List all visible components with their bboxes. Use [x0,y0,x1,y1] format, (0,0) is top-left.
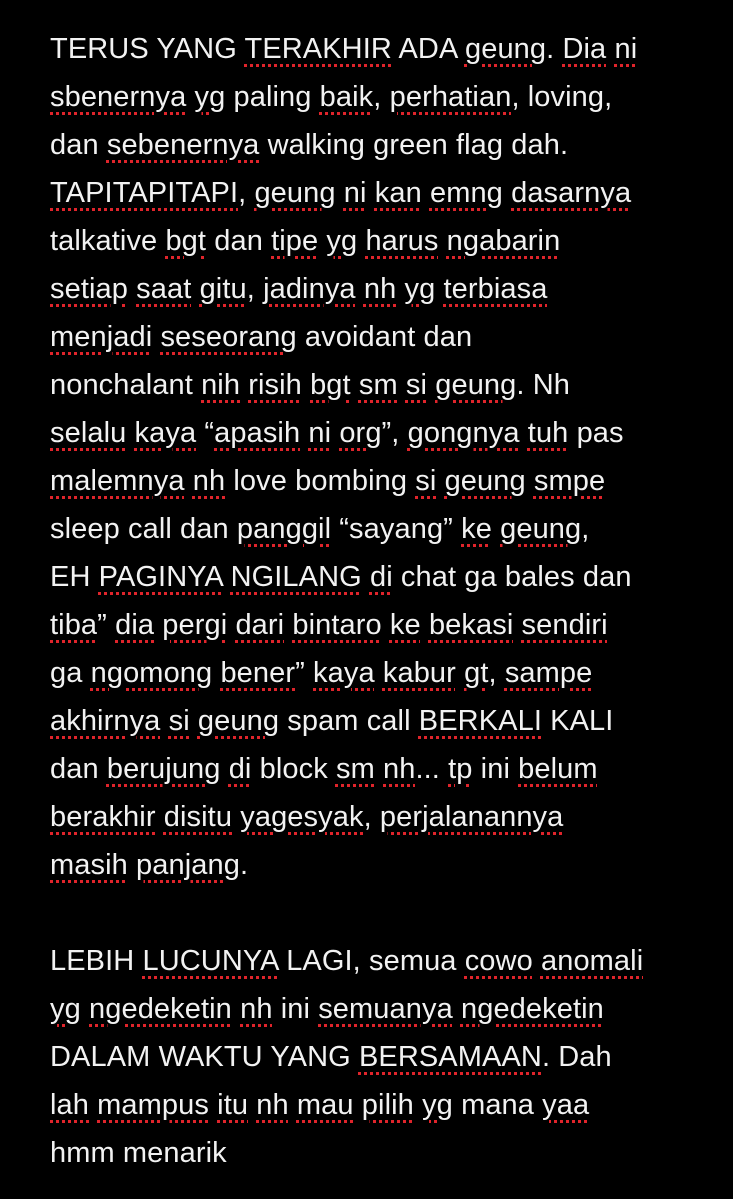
text-run [126,417,134,449]
misspelled-word: tuh [527,417,569,449]
misspelled-word: yg [50,993,81,1025]
text-run: , [238,177,255,209]
text-run: . Nh [516,369,570,401]
text-line[interactable] [50,361,710,409]
misspelled-word: geung [197,705,280,737]
misspelled-word: dia [115,609,155,641]
text-run [81,993,89,1025]
text-run: pas [568,417,624,449]
misspelled-word: ngedeketin [89,993,232,1025]
text-run [356,273,364,305]
text-line[interactable] [50,265,710,313]
misspelled-word: yg [422,1089,453,1121]
misspelled-word: tiba [50,609,98,641]
text-run [382,609,390,641]
misspelled-word: kan [374,177,422,209]
text-run [453,993,461,1025]
text-run: chat ga bales dan [392,561,632,593]
misspelled-word: di [369,561,393,593]
text-run [186,81,194,113]
text-run: dan [50,753,107,785]
misspelled-word: smpe [533,465,606,497]
text-run: sleep call dan [50,513,237,545]
text-line[interactable] [50,25,710,73]
misspelled-word: geung [464,33,547,65]
text-run [414,1089,422,1121]
text-line[interactable] [50,841,710,889]
misspelled-word: bgt [310,369,351,401]
text-run [190,705,198,737]
misspelled-word: sebenernya [106,129,260,161]
text-run [375,657,383,689]
misspelled-word: si [168,705,190,737]
text-run [222,561,230,593]
text-run: walking green flag dah. [259,129,569,161]
text-line[interactable] [50,697,710,745]
text-run: block [251,753,336,785]
text-run: ga [50,657,91,689]
text-line[interactable] [50,649,710,697]
misspelled-word: anomali [540,945,644,977]
text-run [89,1089,97,1121]
text-run [354,1089,362,1121]
text-run [456,657,464,689]
misspelled-word: geung [435,369,517,401]
text-line[interactable] [50,1129,710,1177]
misspelled-word: bekasi [428,609,514,641]
paragraph-gap [50,889,710,937]
text-run [367,177,375,209]
misspelled-word: BERSAMAAN [358,1041,542,1073]
text-line[interactable] [50,985,710,1033]
misspelled-word: LUCUNYA [142,945,279,977]
text-run [513,609,521,641]
misspelled-word: belum [518,753,598,785]
misspelled-word: perjalanannya [379,801,564,833]
misspelled-word: gt [464,657,489,689]
text-run [128,273,136,305]
text-run: , loving, [511,81,613,113]
misspelled-word: geung [500,513,582,545]
misspelled-word: akhirnya [50,705,161,737]
text-line[interactable] [50,121,710,169]
text-run [520,417,528,449]
misspelled-word: si [405,369,428,401]
misspelled-word: NGILANG [230,561,362,593]
text-run: DALAM WAKTU YANG [50,1041,359,1073]
misspelled-word: mau [296,1089,354,1121]
text-run: ini [272,993,319,1025]
text-run: dan [206,225,272,257]
text-run: avoidant dan [296,321,473,353]
text-line[interactable] [50,505,710,553]
misspelled-word: sendiri [521,609,608,641]
misspelled-word: sm [358,369,398,401]
text-line[interactable] [50,73,710,121]
misspelled-word: terbiasa [443,273,548,305]
text-line[interactable] [50,937,710,985]
text-run [526,465,534,497]
misspelled-word: bener [220,657,296,689]
text-run: ” [97,609,116,641]
text-run [375,753,383,785]
text-run: TERUS YANG [50,33,245,65]
misspelled-word: saat [136,273,192,305]
text-line[interactable] [50,793,710,841]
misspelled-word: PAGINYA [98,561,223,593]
misspelled-word: selalu [50,417,127,449]
text-run [422,177,430,209]
text-run [427,369,435,401]
misspelled-word: ni [308,417,332,449]
misspelled-word: itu [217,1089,249,1121]
text-line[interactable] [50,313,710,361]
misspelled-word: TAPITAPITAPI [50,177,239,209]
misspelled-word: jadinya [263,273,356,305]
misspelled-word: gongnya [407,417,520,449]
text-line[interactable] [50,409,710,457]
text-run: . [546,33,563,65]
misspelled-word: lah [50,1089,89,1121]
text-run: , [488,657,505,689]
text-run: KALI [541,705,614,737]
text-run: “ [196,417,215,449]
misspelled-word: sbenernya [50,81,187,113]
misspelled-word: geung [254,177,336,209]
misspelled-word: disitu [163,801,233,833]
misspelled-word: yagesyak [240,801,364,833]
misspelled-word: ngedeketin [460,993,604,1025]
misspelled-word: dasarnya [511,177,632,209]
misspelled-word: bintaro [292,609,382,641]
text-run: , [581,513,590,545]
misspelled-word: risih [248,369,302,401]
misspelled-word: nh [363,273,397,305]
misspelled-word: nih [201,369,241,401]
text-run: dan [50,129,107,161]
text-run [185,465,193,497]
misspelled-word: menjadi [50,321,153,353]
misspelled-word: pergi [162,609,228,641]
misspelled-word: seseorang [160,321,297,353]
text-run: ”, [381,417,408,449]
misspelled-word: bgt [165,225,207,257]
misspelled-word: tipe [271,225,319,257]
text-run [221,753,229,785]
misspelled-word: yaa [542,1089,590,1121]
text-run: nonchalant [50,369,202,401]
misspelled-word: kaya [313,657,375,689]
misspelled-word: TERAKHIR [244,33,392,65]
text-run [351,369,359,401]
text-run: ... [415,753,449,785]
text-run [398,369,406,401]
text-line[interactable] [50,553,710,601]
text-run: EH [50,561,99,593]
text-line[interactable] [50,217,710,265]
text-run: love bombing [225,465,416,497]
misspelled-word: cowo [464,945,533,977]
text-run [362,561,370,593]
text-run: LEBIH [50,945,143,977]
misspelled-word: berujung [106,753,221,785]
misspelled-word: panjang [136,849,240,881]
misspelled-word: yg [194,81,226,113]
text-run: spam call [279,705,419,737]
misspelled-word: sampe [504,657,593,689]
text-line[interactable] [50,601,710,649]
text-run: mana [452,1089,543,1121]
misspelled-word: ke [389,609,421,641]
text-run [156,801,164,833]
text-run [435,273,443,305]
misspelled-word: baik [319,81,374,113]
misspelled-word: yg [404,273,436,305]
text-run: . [239,849,249,881]
misspelled-word: apasih [214,417,301,449]
misspelled-word: mampus [97,1089,209,1121]
text-run: ” [295,657,314,689]
text-line[interactable] [50,1081,710,1129]
misspelled-word: harus [365,225,439,257]
misspelled-word: semuanya [318,993,453,1025]
text-run: LAGI, semua [278,945,465,977]
misspelled-word: emng [429,177,503,209]
text-run [503,177,511,209]
text-run [191,273,199,305]
text-run [232,993,240,1025]
misspelled-word: kaya [134,417,197,449]
misspelled-word: perhatian [389,81,512,113]
text-line[interactable] [50,745,710,793]
text-run: paling [225,81,320,113]
misspelled-word: panggil [236,513,332,545]
misspelled-word: nh [256,1089,289,1121]
misspelled-word: kabur [382,657,456,689]
misspelled-word: si [415,465,437,497]
misspelled-word: tp [448,753,473,785]
misspelled-word: pilih [361,1089,414,1121]
misspelled-word: di [228,753,252,785]
text-run [160,705,168,737]
text-line[interactable] [50,457,710,505]
text-run [232,801,240,833]
text-run: , [373,81,390,113]
text-line[interactable] [50,169,710,217]
text-run [209,1089,217,1121]
misspelled-word: yg [326,225,358,257]
misspelled-word: ngomong [90,657,213,689]
misspelled-word: ni [343,177,367,209]
misspelled-word: setiap [50,273,128,305]
misspelled-word: dari [235,609,285,641]
misspelled-word: berakhir [50,801,156,833]
misspelled-word: ke [461,513,492,545]
text-run [289,1089,297,1121]
misspelled-word: ngabarin [446,225,561,257]
misspelled-word: sm [335,753,375,785]
misspelled-word: BERKALI [418,705,542,737]
text-run [421,609,429,641]
misspelled-word: masih [50,849,128,881]
text-run: hmm menarik [50,1137,227,1169]
text-run: , [246,273,264,305]
text-run [302,369,310,401]
text-run: ini [472,753,519,785]
text-run: . Dah [541,1041,612,1073]
misspelled-word: Dia [562,33,607,65]
misspelled-word: org [339,417,382,449]
text-run: talkative [50,225,166,257]
text-line[interactable] [50,1033,710,1081]
text-run [492,513,500,545]
misspelled-word: gitu [199,273,247,305]
misspelled-word: nh [383,753,416,785]
misspelled-word: malemnya [50,465,185,497]
misspelled-word: nh [240,993,273,1025]
text-run [438,225,446,257]
text-run [336,177,344,209]
text-run [128,849,136,881]
note-text-body [50,25,710,1177]
misspelled-word: ni [614,33,638,65]
text-run: “sayang” [331,513,462,545]
misspelled-word: nh [192,465,226,497]
text-run [240,369,248,401]
text-run [533,945,541,977]
text-run: , [363,801,380,833]
text-run [436,465,444,497]
text-run: ADA [391,33,465,65]
misspelled-word: geung [444,465,526,497]
